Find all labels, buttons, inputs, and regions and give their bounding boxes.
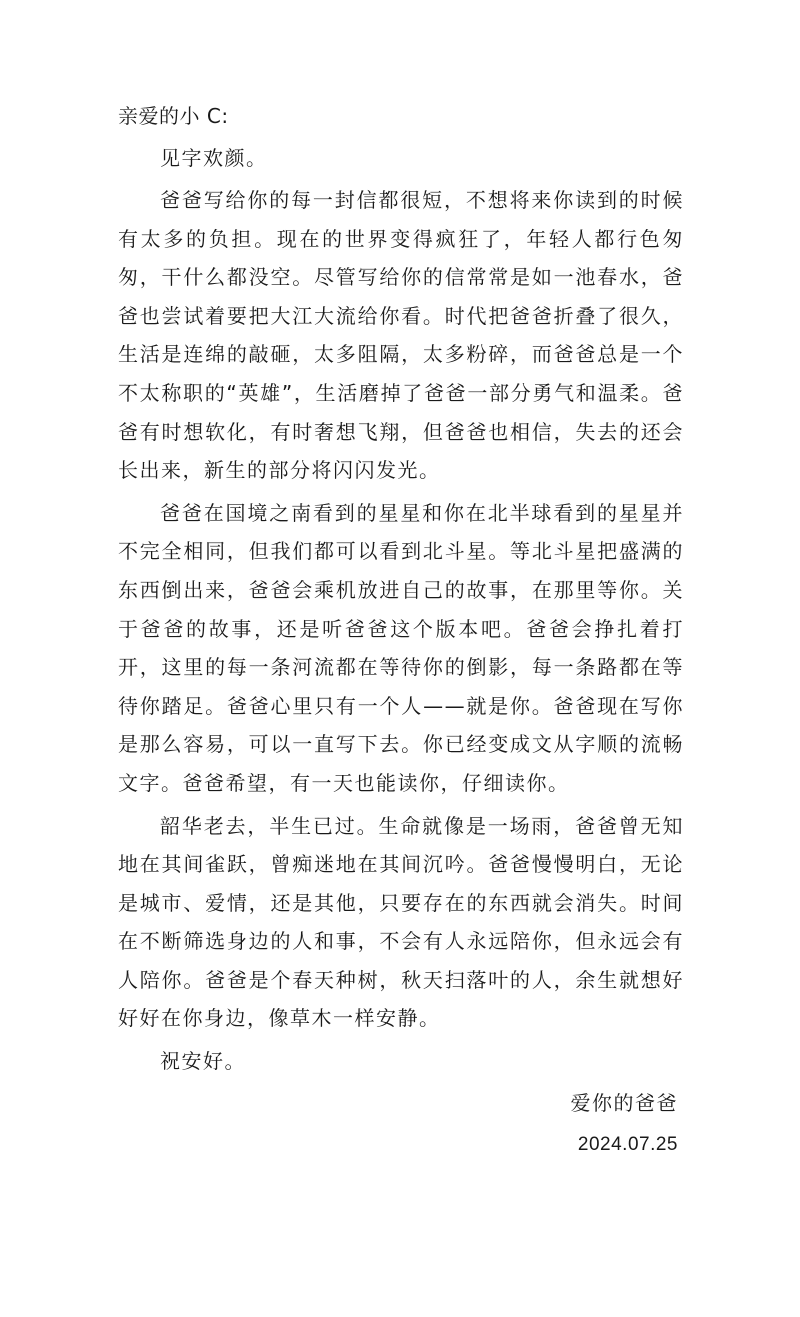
paragraph-2: 爸爸在国境之南看到的星星和你在北半球看到的星星并不完全相同，但我们都可以看到北斗星。等北斗星把盛满的东西倒出来，爸爸会乘机放进自己的故事，在那里等你。关于爸爸的故事，还是听爸爸这个版本吧。爸爸会挣扎着打开，这里的每一条河流都在等待你的倒影，每一条路都在等待你踏足。爸爸心里只有一个人——就是你。爸爸现在写你是那么容易，可以一直写下去。你已经变成文从字顺的流畅文字。爸爸希望，有一天也能读你，仔细读你。 [118,500,684,795]
paragraph-3: 韶华老去，半生已过。生命就像是一场雨，爸爸曾无知地在其间雀跃，曾痴迷地在其间沉吟。爸爸慢慢明白，无论是城市、爱情，还是其他，只要存在的东西就会消失。时间在不断筛选身边的人和事，不会有人永远陪你，但永远会有人陪你。爸爸是个春天种树，秋天扫落叶的人，余生就想好好好在你身边，像草木一样安静。 [118,813,684,1031]
signature: 爱你的爸爸 [570,1091,678,1116]
letter [118,97,684,1164]
closing: 祝安好。 [160,1049,246,1074]
salutation: 亲爱的小 C: [118,104,229,128]
paragraph-1: 爸爸写给你的每一封信都很短，不想将来你读到的时候有太多的负担。现在的世界变得疯狂了，年轻人都行色匆匆，干什么都没空。尽管写给你的信常常是如一池春水，爸爸也尝试着要把大江大流给你看。时代把爸爸折叠了很久，生活是连绵的敲砸，太多阻隔，太多粉碎，而爸爸总是一个不太称职的“英雄”，生活磨掉了爸爸一部分勇气和温柔。爸爸有时想软化，有时奢想飞翔，但爸爸也相信，失去的还会长出来，新生的部分将闪闪发光。 [118,188,684,483]
greeting: 见字欢颜。 [160,146,268,170]
date: 2024.07.25 [577,1134,678,1156]
